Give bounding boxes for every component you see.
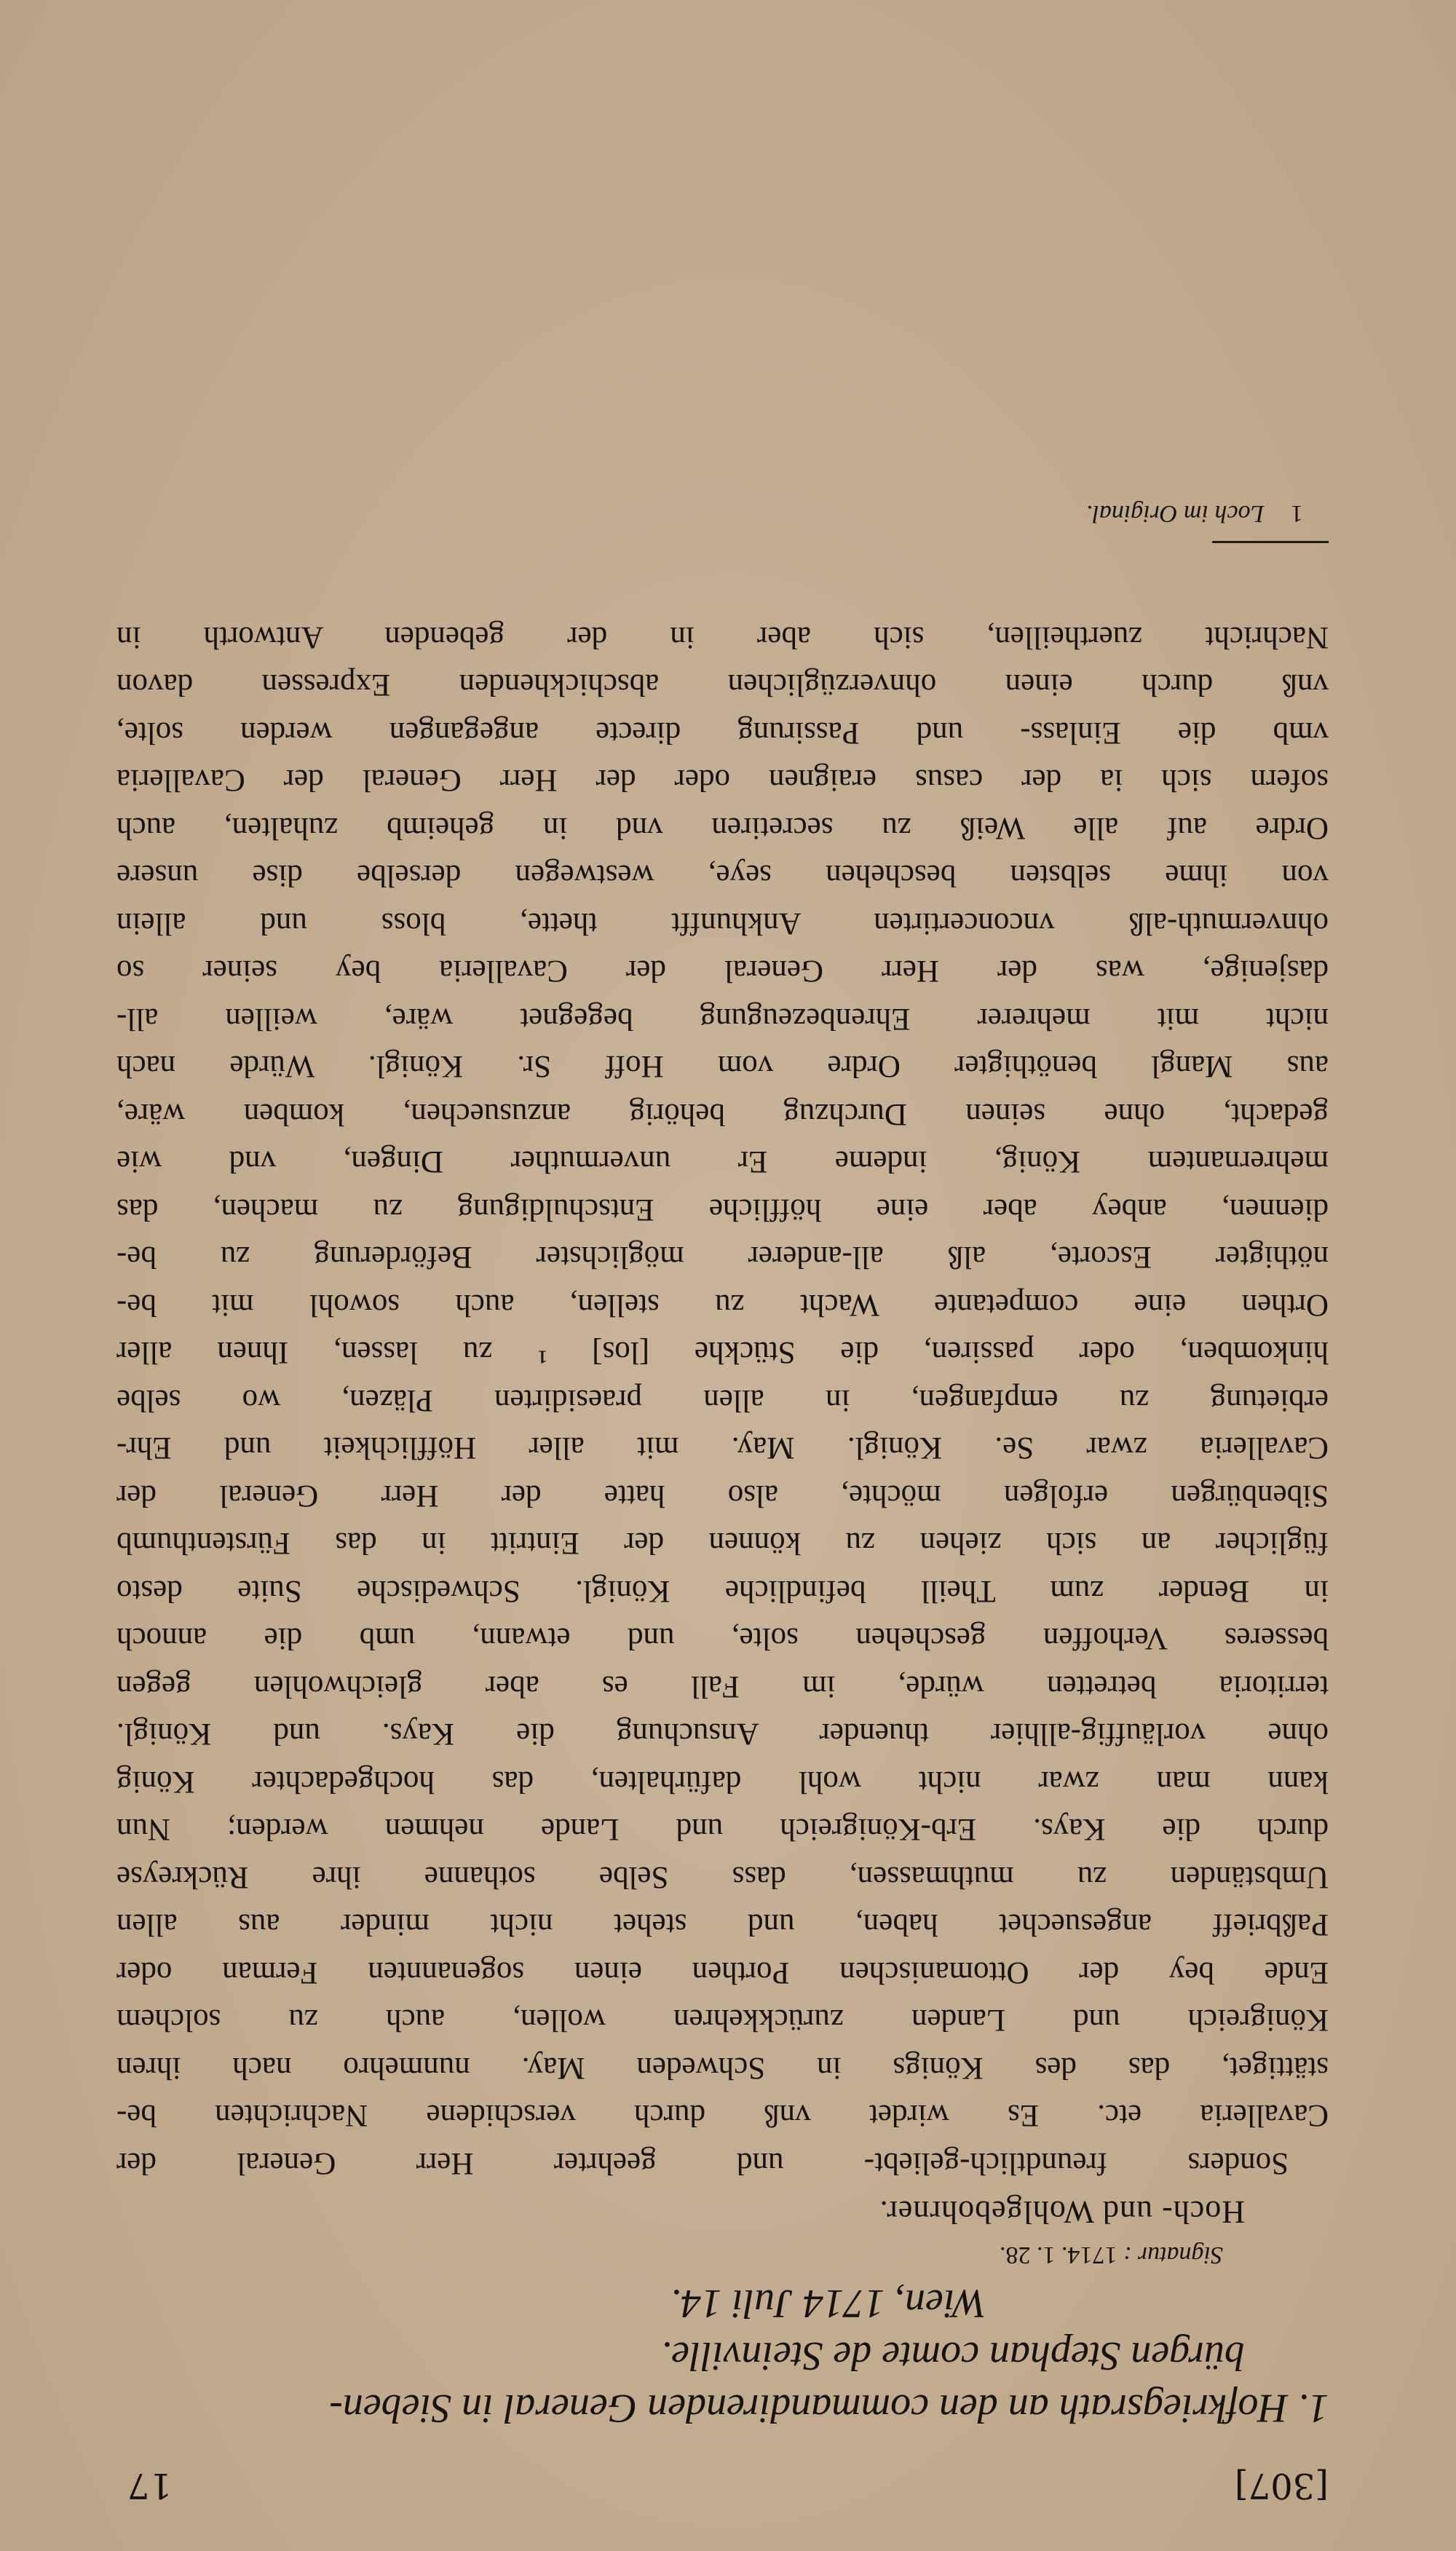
body-line: Nachricht zuertheillen, sich aber in der gebenden Antworth in — [116, 620, 1329, 654]
title-date: Wien, 1714 Juli 14. — [670, 2281, 986, 2326]
body-line: vmb die Einlass- und Passirung directe angegangen werden solte, — [116, 716, 1329, 750]
body-line: gedacht, ohne seinen Durchzug behörig anzusuechen, komben wäre, — [116, 1097, 1329, 1131]
signature-value: 1714. 1. 28. — [1000, 2242, 1117, 2269]
body-line: Orthen eine competante Wacht zu stellen, auch sowohl mit be- — [116, 1288, 1329, 1322]
body-line: nicht mit mehrerer Ehrenbezeugung begegnet wäre, weillen all- — [116, 1002, 1329, 1036]
body-line: ohne vorläuffig-allhier thuender Ansuchung die Kays. und Königl. — [116, 1717, 1329, 1752]
body-line: Cavalleria etc. Es wirdet vnß durch verschidene Nachrichten be- — [116, 2098, 1329, 2133]
title-line-1: 1. Hofkriegsrath an den commandirenden General in Sieben- — [329, 2386, 1329, 2431]
body-line: aus Mangl benöthigter Ordre vom Hoff Sr. Königl. Würde nach — [116, 1049, 1329, 1084]
body-line: Sibenbürgen erfolgen möchte, also hatte der Herr General der — [116, 1479, 1329, 1513]
footnote-divider — [1212, 541, 1329, 543]
body-line: Königreich und Landen zurückkehren wollen, auch zu solchem — [116, 2003, 1329, 2038]
footnote-text: Loch im Original. — [1085, 500, 1265, 527]
body-line: Ordre auf alle Weiß zu secretiren vnd in geheimb zuhalten, auch — [116, 811, 1329, 845]
body-line: erbietung zu empfangen, in allen praesidirten Pläzen, wo selbe — [116, 1383, 1329, 1417]
archive-signature — [1000, 2241, 1223, 2269]
title-line-2: bürgen Stephan comte de Steinville. — [661, 2333, 1245, 2378]
letter-body — [116, 614, 1329, 2188]
footnote-marker: 1 — [1291, 500, 1303, 527]
document-title — [127, 2277, 1329, 2435]
body-line: Ende bey der Ottomanischen Porthen einen sogenannten Ferman oder — [116, 1955, 1329, 1990]
body-line: stättiget, das des Königs in Schweden May. nunmehro nach ihren — [116, 2051, 1329, 2085]
body-line: besseres Verhoffen geschehen solte, und etwann, umb die annoch — [116, 1621, 1329, 1656]
body-line: Paßbrieff angesuechet haben, und stehet nicht minder aus allen — [116, 1907, 1329, 1942]
body-line: Sonders freundtlich-geliebt- und geehrter Herr General der — [116, 2146, 1289, 2180]
body-line: territoria betretten würde, im Fall es aber gleichwohlen gegen — [116, 1669, 1329, 1704]
body-line: kann man zwar nicht wohl dafürhalten, das hochgedachter König — [116, 1765, 1329, 1799]
body-line: Umbständen zu muthmassen, dass Selbe sothanne ihre Rückreyse — [116, 1860, 1329, 1894]
page-header — [127, 2448, 1329, 2506]
body-line: füglicher an sich ziehen zu können der Eintritt in das Fürstenthumb — [116, 1526, 1329, 1561]
footnote — [1086, 499, 1303, 527]
body-line: sofern sich ia der casus eraignen oder der Herr General der Cavalleria — [116, 763, 1329, 798]
bracketed-page-number: [307] — [1234, 2465, 1329, 2506]
page-number: 17 — [127, 2465, 173, 2506]
body-line: von ihme selbsten beschehen seye, westwegen derselbe dise unsere — [116, 858, 1329, 893]
salutation: Hoch- und Wohlgebohrner. — [879, 2194, 1245, 2230]
signature-label: Signatur : — [1123, 2242, 1223, 2269]
body-line: durch die Kays. Erb-Königreich und Lande nehmen werden; Nun — [116, 1812, 1329, 1847]
body-line: Cavalleria zwar Se. Königl. May. mit aller Höfflichkeit und Ehr- — [116, 1431, 1329, 1466]
body-line: in Bender zum Theill befindliche Königl. Schwedische Suite desto — [116, 1574, 1329, 1608]
body-line: mehrernantem König, indeme Er unvermuther Dingen, vnd wie — [116, 1144, 1329, 1179]
body-line: vnß durch einen ohnverzüglichen abschickhenden Expressen davon — [116, 668, 1329, 703]
body-line: ohnvermuth-alß vnconcertirten Ankhunfft thette, bloss und allein — [116, 906, 1329, 941]
body-line: diennen, anbey aber eine höffliche Entschuldigung zu machen, das — [116, 1193, 1329, 1227]
body-line: hinkomben, oder passiren, die Stückhe [los] ¹ zu lassen, Ihnen aller — [116, 1335, 1329, 1370]
body-line: nöthigter Escorte, alß all-anderer möglichster Beförderung zu be- — [116, 1240, 1329, 1275]
body-line: dasjenige, was der Herr General der Cavalleria bey seiner so — [116, 954, 1329, 989]
